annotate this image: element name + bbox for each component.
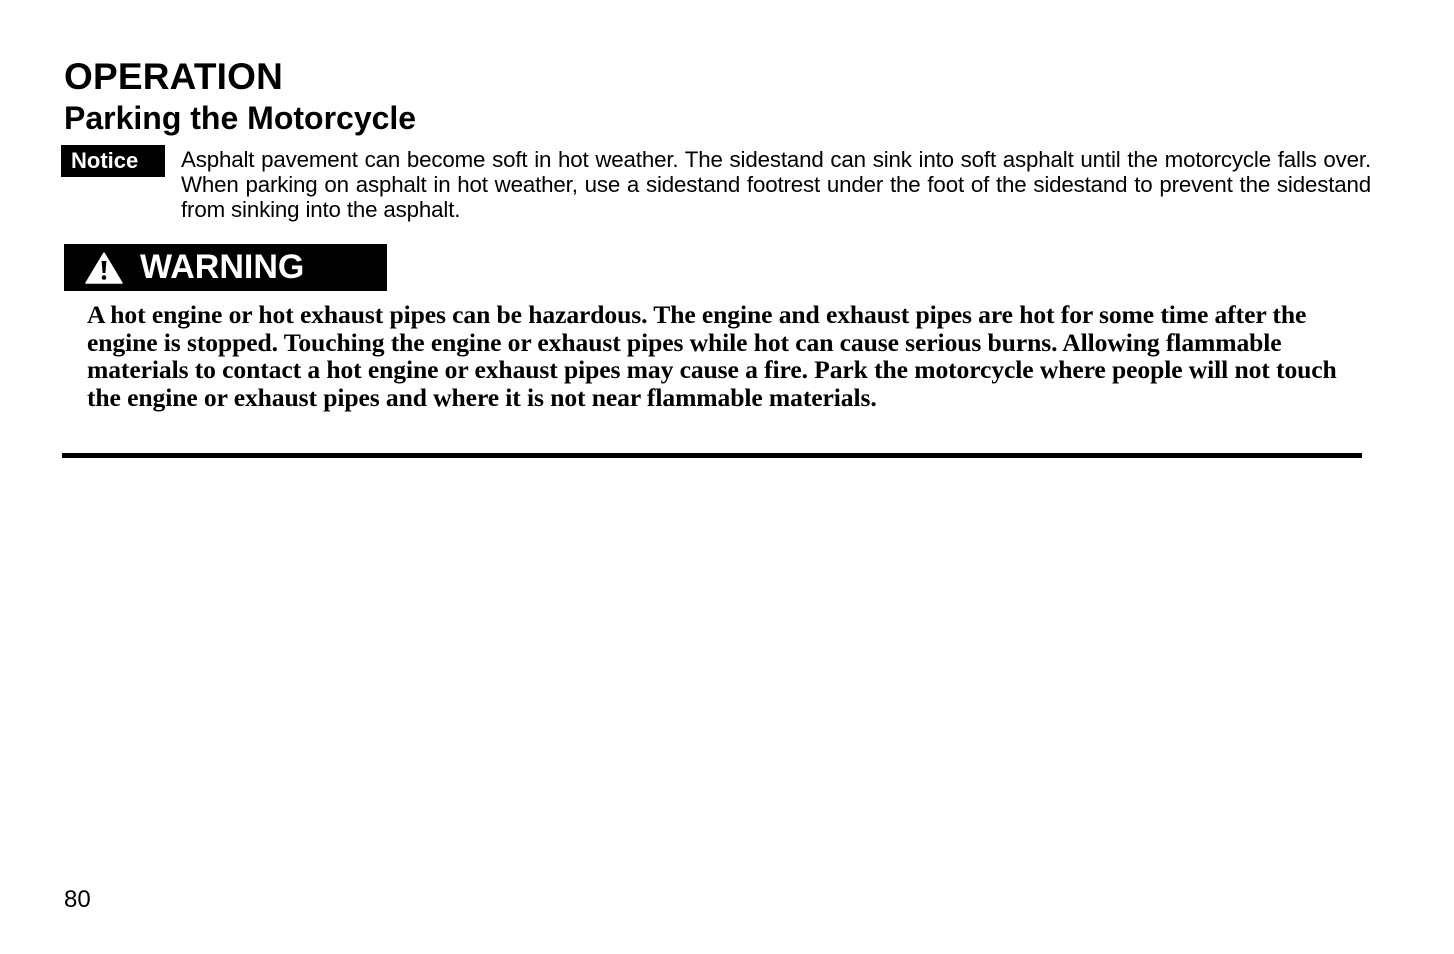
notice-label: Notice bbox=[61, 145, 165, 177]
page-title: Parking the Motorcycle bbox=[64, 100, 417, 136]
warning-triangle-icon bbox=[85, 252, 123, 284]
warning-label: WARNING bbox=[140, 248, 305, 286]
notice-text: Asphalt pavement can become soft in hot weather. The sidestand can sink into soft asphalt until the motorcycle falls over. When parking on asphalt in hot weather, use a sidestand footrest under the foot of the sidestand to prevent the sidestand from sinking into the asphalt. bbox=[181, 147, 1371, 222]
warning-header bbox=[64, 244, 387, 291]
warning-divider bbox=[62, 453, 1362, 458]
warning-text: A hot engine or hot exhaust pipes can be hazardous. The engine and exhaust pipes are hot for some time after the engine is stopped. Touching the engine or exhaust pipes while hot can cause serious burns. Allowing flammable materials to contact a hot engine or exhaust pipes may cause a fire. Park the motorcycle where people will not touch the engine or exhaust pipes and where it is not near flammable materials. bbox=[87, 300, 1337, 412]
section-title: OPERATION bbox=[64, 56, 284, 97]
page-number: 80 bbox=[64, 886, 91, 913]
